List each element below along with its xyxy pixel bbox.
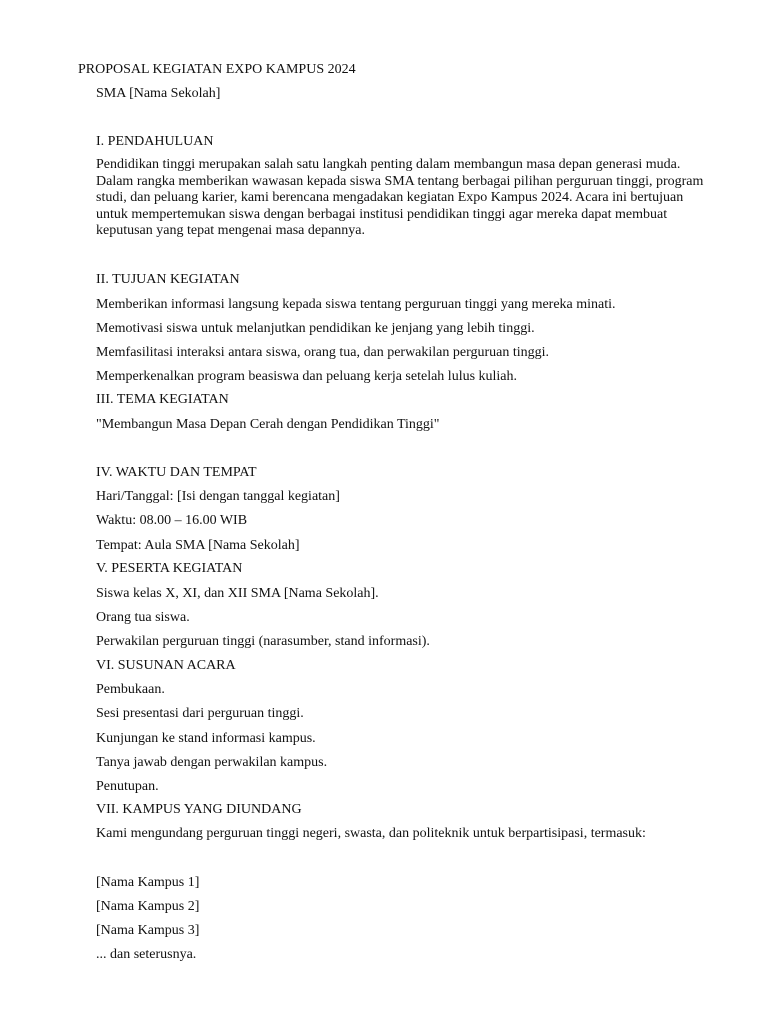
tujuan-item: Memfasilitasi interaksi antara siswa, orang tua, dan perwakilan perguruan tinggi. xyxy=(96,345,550,360)
acara-item: Tanya jawab dengan perwakilan kampus. xyxy=(96,755,328,770)
section-heading-acara: VI. SUSUNAN ACARA xyxy=(96,658,236,673)
kampus-intro: Kami mengundang perguruan tinggi negeri, swasta, dan politeknik untuk berpartisipasi, termasuk: xyxy=(96,826,646,841)
tujuan-item: Memberikan informasi langsung kepada siswa tentang perguruan tinggi yang mereka minati. xyxy=(96,297,616,312)
kampus-item: [Nama Kampus 1] xyxy=(96,875,200,890)
section-heading-tema: III. TEMA KEGIATAN xyxy=(96,392,229,407)
tujuan-item: Memotivasi siswa untuk melanjutkan pendidikan ke jenjang yang lebih tinggi. xyxy=(96,321,535,336)
peserta-item: Orang tua siswa. xyxy=(96,610,190,625)
peserta-item: Siswa kelas X, XI, dan XII SMA [Nama Sekolah]. xyxy=(96,586,379,601)
tujuan-item: Memperkenalkan program beasiswa dan peluang kerja setelah lulus kuliah. xyxy=(96,369,518,384)
acara-item: Penutupan. xyxy=(96,779,159,794)
kampus-item: [Nama Kampus 2] xyxy=(96,899,200,914)
acara-item: Kunjungan ke stand informasi kampus. xyxy=(96,731,316,746)
school-name: SMA [Nama Sekolah] xyxy=(96,86,221,101)
waktu-item: Waktu: 08.00 – 16.00 WIB xyxy=(96,513,248,528)
kampus-item: ... dan seterusnya. xyxy=(96,947,197,962)
kampus-item: [Nama Kampus 3] xyxy=(96,923,200,938)
acara-item: Sesi presentasi dari perguruan tinggi. xyxy=(96,706,304,721)
section-heading-pendahuluan: I. PENDAHULUAN xyxy=(96,134,214,149)
tema-text: "Membangun Masa Depan Cerah dengan Pendidikan Tinggi" xyxy=(96,417,440,432)
waktu-item: Hari/Tanggal: [Isi dengan tanggal kegiatan] xyxy=(96,489,340,504)
section-heading-kampus: VII. KAMPUS YANG DIUNDANG xyxy=(96,802,302,817)
waktu-item: Tempat: Aula SMA [Nama Sekolah] xyxy=(96,538,300,553)
document-title: PROPOSAL KEGIATAN EXPO KAMPUS 2024 xyxy=(78,62,356,77)
section-heading-tujuan: II. TUJUAN KEGIATAN xyxy=(96,272,240,287)
pendahuluan-paragraph: Pendidikan tinggi merupakan salah satu langkah penting dalam membangun masa depan generasi muda. Dalam rangka memberikan wawasan kepada siswa SMA tentang berbagai pilihan perguruan tinggi, program studi, dan peluang karier, kami berencana mengadakan kegiatan Expo Kampus 2024. Acara ini bertujuan untuk mempertemukan siswa dengan berbagai institusi pendidikan tinggi agar mereka dapat membuat keputusan yang tepat mengenai masa depannya. xyxy=(96,157,704,239)
section-heading-peserta: V. PESERTA KEGIATAN xyxy=(96,561,243,576)
section-heading-waktu: IV. WAKTU DAN TEMPAT xyxy=(96,465,257,480)
peserta-item: Perwakilan perguruan tinggi (narasumber, stand informasi). xyxy=(96,634,430,649)
acara-item: Pembukaan. xyxy=(96,682,165,697)
